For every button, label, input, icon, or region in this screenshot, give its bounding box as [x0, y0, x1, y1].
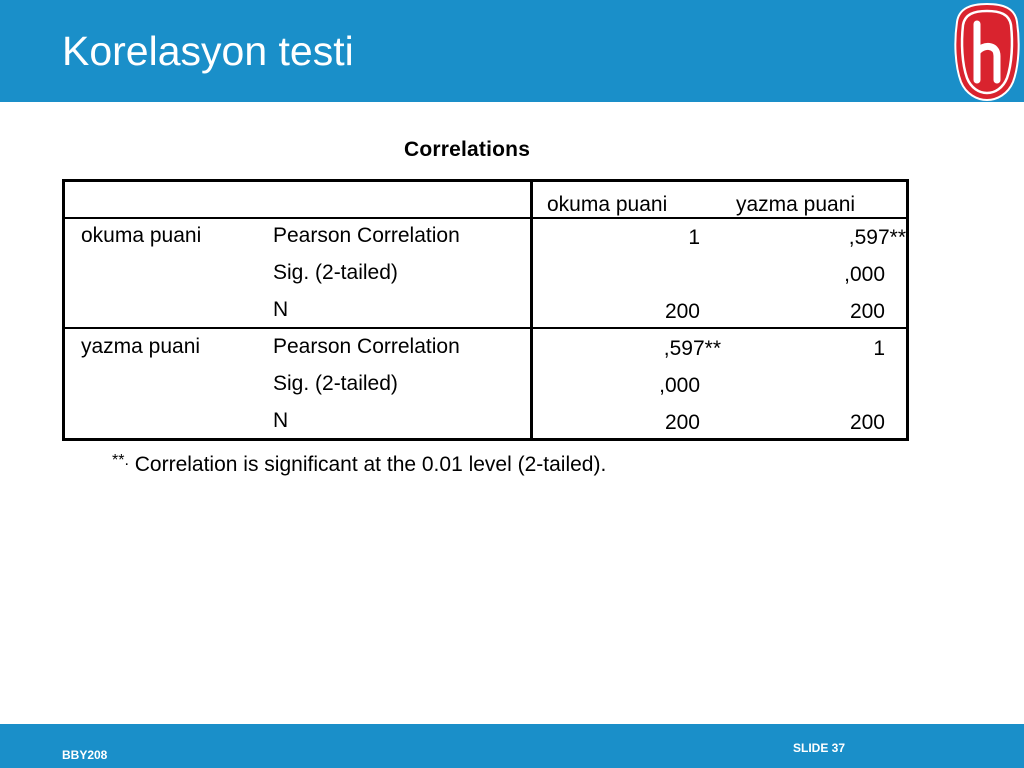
- row-variable-okuma: okuma puani: [81, 224, 202, 247]
- table-cell: 1: [688, 226, 700, 249]
- table-border-top: [62, 179, 909, 182]
- slide-header: [0, 0, 1024, 102]
- stat-label: N: [273, 409, 289, 432]
- table-border-bottom: [62, 438, 909, 441]
- column-header-yazma: yazma puani: [736, 193, 856, 216]
- column-divider: [530, 179, 533, 441]
- slide-title: Korelasyon testi: [62, 28, 354, 74]
- table-cell: 200: [849, 300, 885, 323]
- stat-label: Sig. (2-tailed): [273, 372, 398, 395]
- table-footnote: [112, 452, 606, 477]
- footnote-text: Correlation is significant at the 0.01 level (2-tailed).: [128, 453, 607, 476]
- table-cell: 200: [664, 300, 700, 323]
- course-code: BBY208: [62, 748, 108, 762]
- row-variable-yazma: yazma puani: [81, 335, 201, 358]
- hacettepe-h-logo-icon: [953, 2, 1021, 102]
- column-header-okuma: okuma puani: [547, 193, 668, 216]
- stat-label: Sig. (2-tailed): [273, 261, 398, 284]
- table-cell: ,000: [659, 374, 700, 397]
- header-divider: [62, 217, 909, 219]
- table-cell: ,000: [844, 263, 885, 286]
- table-cell: ,597**: [848, 226, 906, 249]
- slide-footer: [0, 724, 1024, 768]
- group-divider: [62, 327, 909, 329]
- slide-number: SLIDE 37: [793, 741, 846, 755]
- stat-label: Pearson Correlation: [273, 335, 460, 358]
- stat-label: Pearson Correlation: [273, 224, 460, 247]
- footnote-marker: **.: [112, 452, 129, 469]
- stat-label: N: [273, 298, 289, 321]
- table-cell: ,597**: [663, 337, 721, 360]
- table-title: Correlations: [404, 138, 531, 161]
- table-cell: 200: [664, 411, 700, 434]
- table-cell: 1: [873, 337, 885, 360]
- table-cell: 200: [849, 411, 885, 434]
